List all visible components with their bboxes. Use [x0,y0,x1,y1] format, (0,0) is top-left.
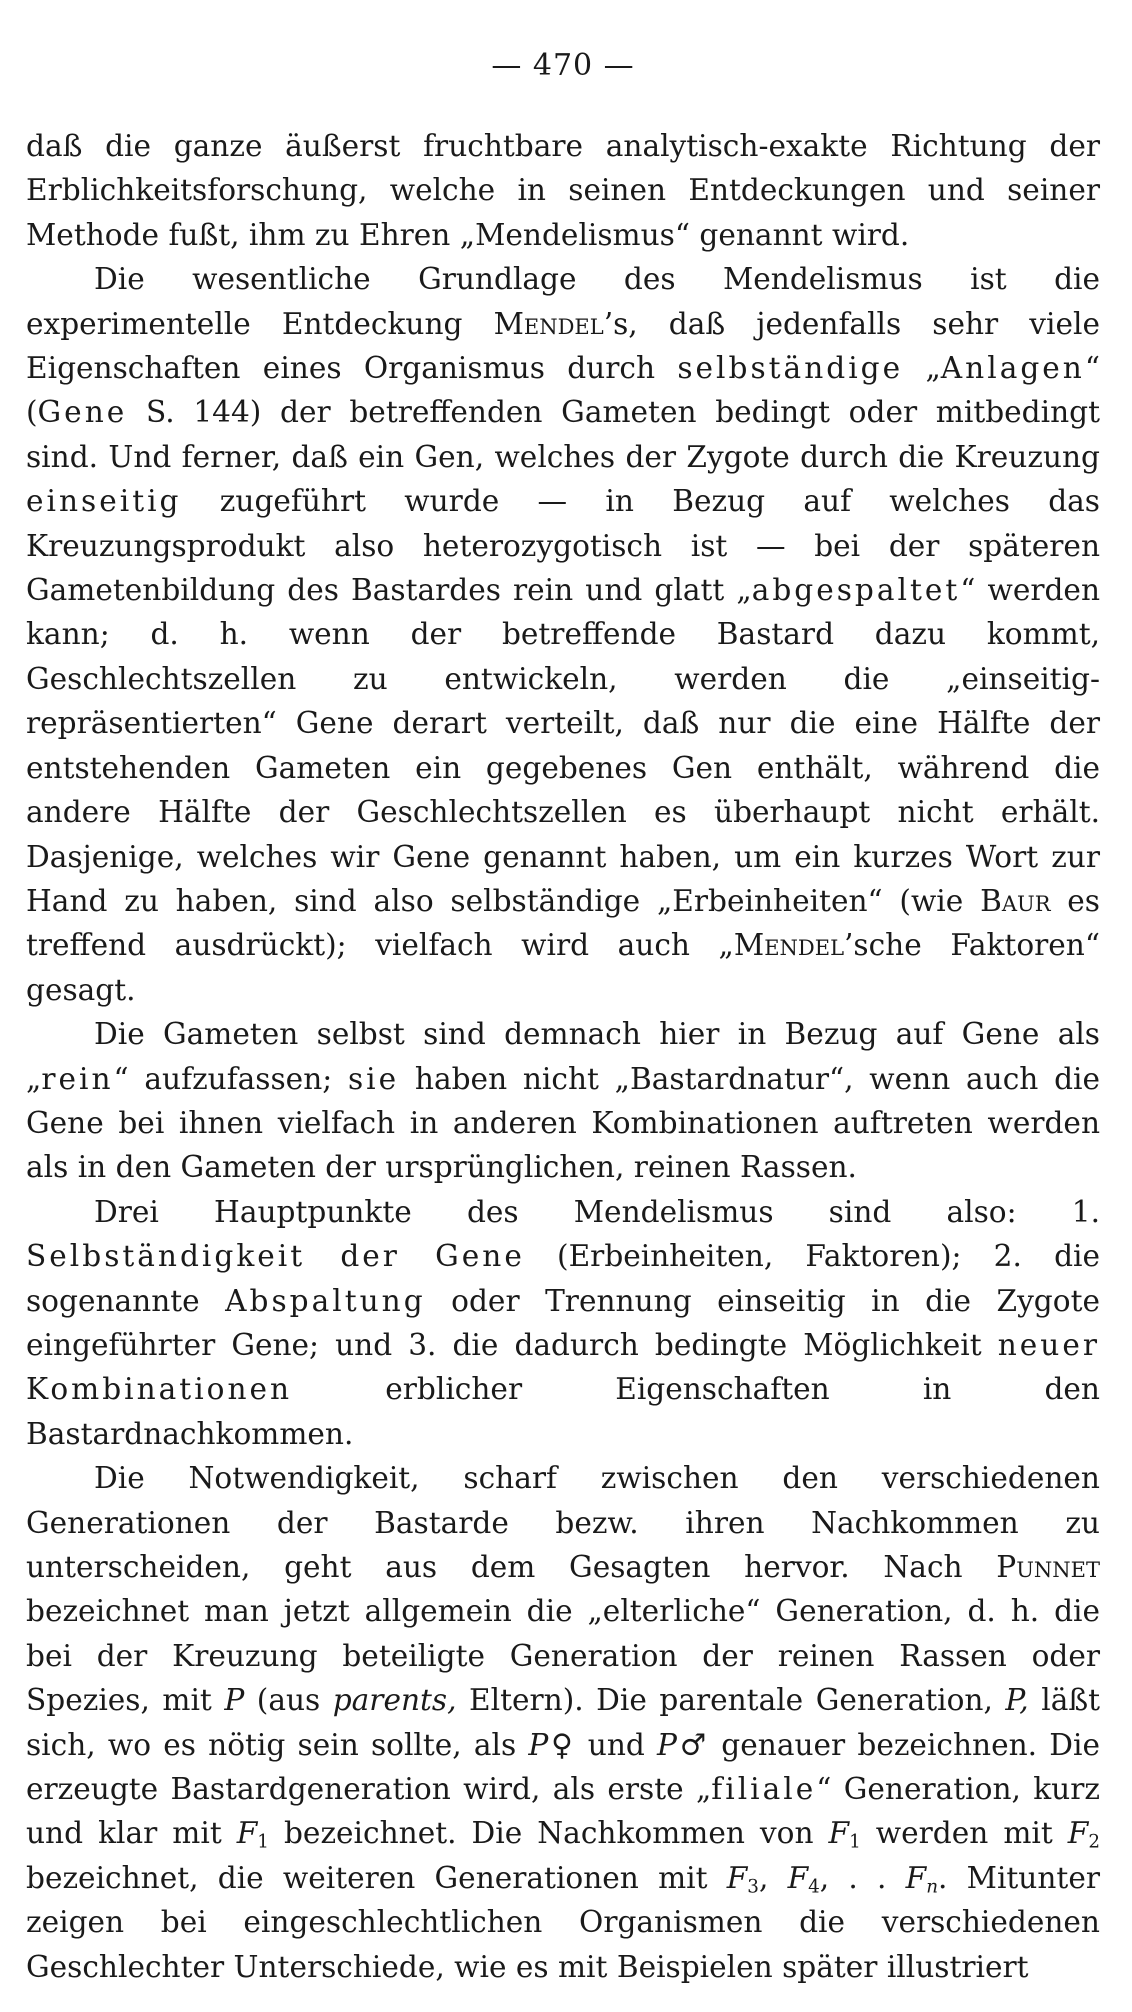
text-run: 3 [747,1876,759,1898]
text-run: Eltern). Die parentale Generation, [456,1683,1006,1718]
text-run: Die wesentliche Grundlage des Mendelismus ist die experimentelle Entdeckung [26,262,1100,341]
text-run: ♂ genauer bezeichnen. Die erzeugte Bastardgeneration wird, als erste „ [26,1727,1100,1807]
text-run: . Mitunter zeigen bei eingeschlechtlichen Organismen die verschiedenen Geschlechter Unterschiede, wie es mit Beispielen später illustriert [26,1860,1100,1984]
text-run: einseitig [26,484,182,519]
text-run: P, [1005,1683,1029,1718]
text-run: Mendel [733,928,845,963]
text-run: n [926,1876,939,1898]
text-run: sie [347,1061,400,1096]
text-run: “ ( [26,351,1100,430]
text-run: F [828,1816,850,1851]
text-run: Die Notwendigkeit, scharf zwischen den verschiedenen Generationen der Bastarde bezw. ihren Nachkommen zu unterscheiden, geht aus dem Gesagten hervor. Nach [26,1461,1100,1584]
text-run: neuer Kombinationen [26,1327,1100,1407]
text-run: “ aufzufassen; [113,1061,348,1096]
text-run: Abspaltung [225,1283,426,1318]
text-run: F [1067,1816,1089,1851]
text-run: “ werden kann; d. h. wenn der betreffende Bastard dazu kommt, Geschlechtszellen zu entwickeln, werden die „einseitig-repräsentierten“ Gene derart verteilt, daß nur die eine Hälfte der entstehenden Gameten ein gegebenes Gen enthält, während die andere Hälfte der Geschlechtszellen es überhaupt nicht erhält. Dasjenige, welches wir Gene genannt haben, um ein kurzes Wort zur Hand zu haben, sind also selbständige „Erbeinheiten“ (wie [26,573,1101,918]
text-run: Selbständigkeit der Gene [26,1239,525,1274]
text-run: 1 [257,1832,269,1854]
page-number: — 470 — [491,48,635,83]
text-run: ♀ und [548,1727,658,1762]
text-run: rein [41,1061,114,1096]
text-run: es treffend ausdrückt); vielfach wird auch „ [26,883,1100,963]
text-run: daß die ganze äußerst fruchtbare analytisch-exakte Richtung der Erblichkeitsforschung, welche in seinen Entdeckungen und seiner Methode fußt, ihm zu Ehren „Mendelismus“ genannt wird. [26,129,1100,252]
paragraph-p1 [26,124,1100,257]
text-run: Baur [980,883,1051,918]
text-run: (aus [244,1683,333,1718]
text-run: selbständige [677,351,904,386]
text-run: bezeichnet, die weiteren Generationen mit [26,1860,727,1895]
text-run: „ [903,351,941,386]
text-run: bezeichnet man jetzt allgemein die „elterliche“ Generation, d. h. die bei der Kreuzung beteiligte Generation der reinen Rassen oder Spezies, mit [26,1594,1100,1718]
text-run: Anlagen [940,351,1085,386]
text-run: 1 [849,1832,861,1854]
text-run: bezeichnet. Die Nachkommen von [268,1816,829,1851]
text-run: filiale [711,1772,817,1807]
paragraph-p4 [26,1190,1100,1456]
text-run: F [236,1816,258,1851]
body-text [26,124,1100,1989]
text-run: zugeführt wurde — in Bezug auf welches das Kreuzungsprodukt also heterozygotisch ist — bei der späteren Gametenbildung des Bastardes rein und glatt „ [26,484,1100,608]
text-run: Mendel [493,306,604,341]
text-run: , [758,1860,788,1895]
text-run: Drei Hauptpunkte des Mendelismus sind also: 1. [94,1194,1100,1229]
text-run: Gene [37,395,128,430]
text-run: Die Gameten selbst sind demnach hier in Bezug auf Gene als „ [26,1017,1100,1096]
text-run: Punnet [996,1550,1100,1584]
text-run: P [657,1727,677,1762]
text-run: ’s, daß jedenfalls sehr viele Eigenschaften eines Organismus durch [26,306,1100,386]
text-run: (Erbeinheiten, Faktoren); 2. die sogenannte [26,1239,1100,1318]
text-run: läßt sich, wo es nötig sein sollte, als [26,1683,1100,1762]
text-run: werden mit [860,1816,1068,1851]
text-run: “ Generation, kurz und klar mit [26,1772,1100,1851]
text-run: 4 [808,1876,820,1898]
text-run: abgespaltet [751,573,961,608]
text-run: haben nicht „Bastardnatur“, wenn auch die Gene bei ihnen vielfach in anderen Kombinationen auftreten werden als in den Gameten der ursprünglichen, reinen Rassen. [26,1061,1101,1185]
text-run: F [905,1860,927,1895]
text-run: erblicher Eigenschaften in den Bastardnachkommen. [26,1372,1100,1451]
text-run: F [726,1860,748,1895]
text-run: S. 144) der betreffenden Gameten bedingt oder mitbedingt sind. Und ferner, daß ein Gen, welches der Zygote durch die Kreuzung [26,395,1100,474]
text-run: F [787,1860,809,1895]
text-run: parents, [332,1683,457,1718]
paragraph-p2 [26,257,1100,1012]
text-run: 2 [1088,1832,1100,1854]
text-run: oder Trennung einseitig in die Zygote eingeführter Gene; und 3. die dadurch bedingte Möglichkeit [26,1283,1100,1362]
text-run: P [224,1683,245,1718]
paragraph-p5 [26,1456,1100,1989]
text-run: ’sche Faktoren“ gesagt. [26,928,1100,1007]
text-run: , . . [819,1860,906,1895]
paragraph-p3 [26,1012,1100,1190]
text-run: P [528,1727,549,1762]
